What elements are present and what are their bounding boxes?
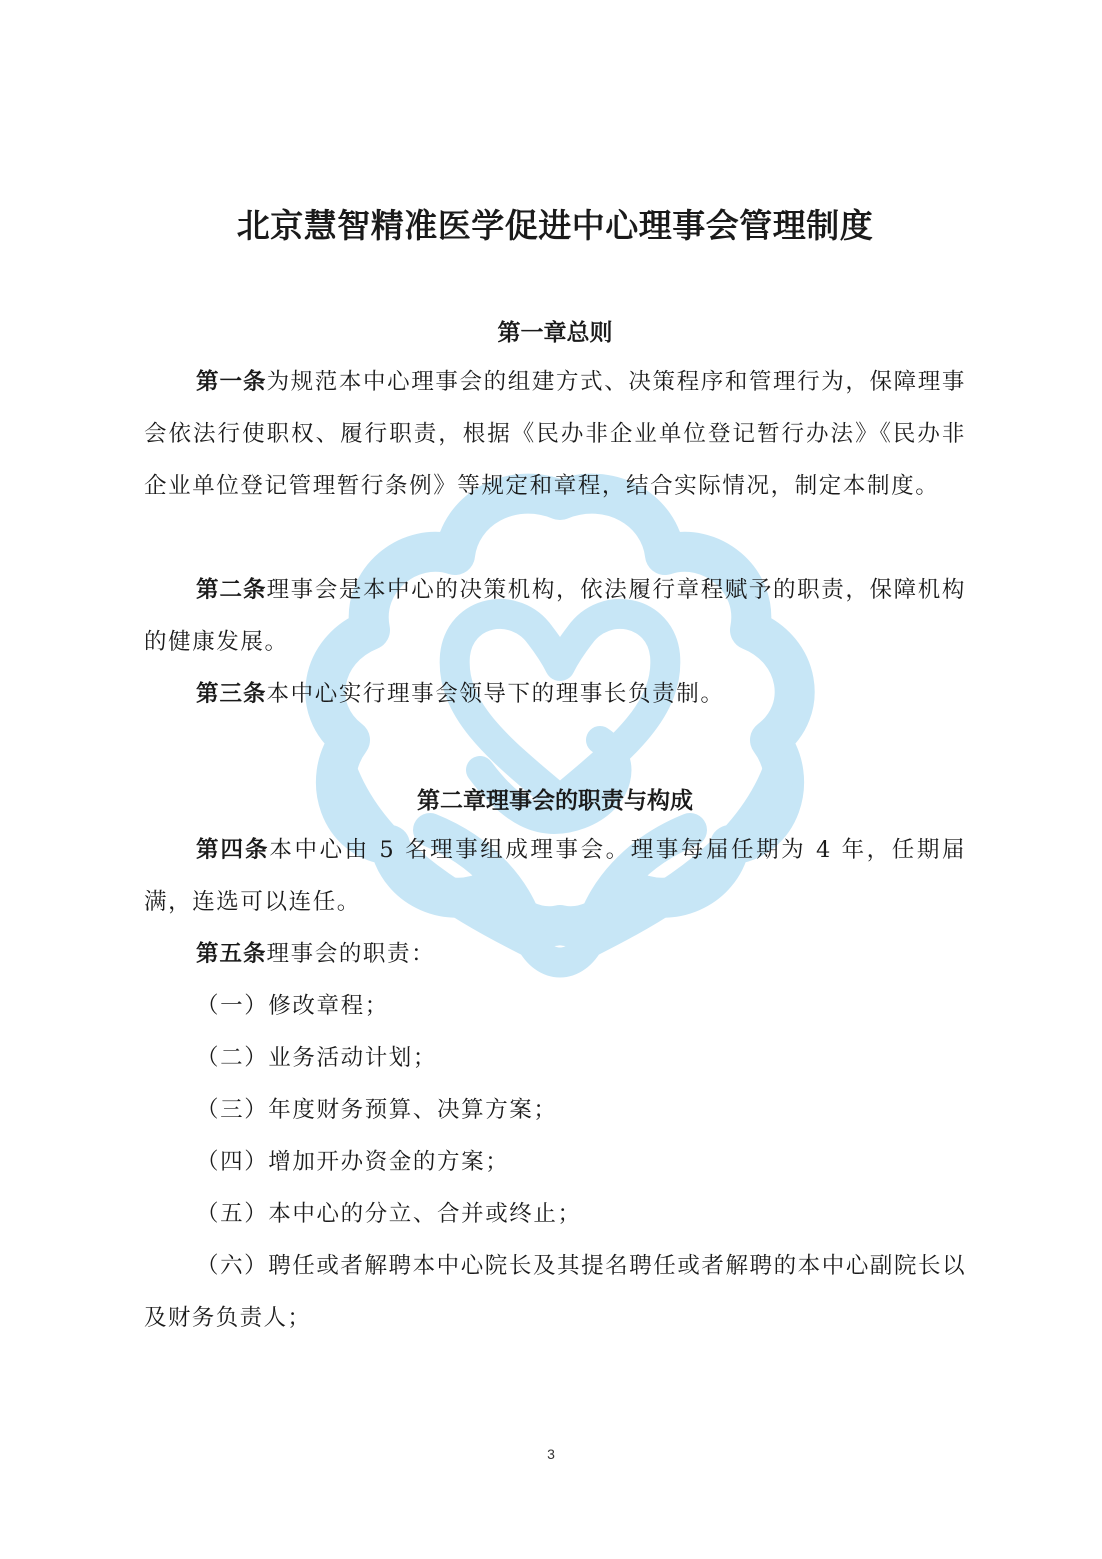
article-4-body: 本中心由 5 名理事组成理事会。理事每届任期为 4 年，任期届满，连选可以连任。	[144, 837, 966, 915]
article-4	[144, 824, 966, 928]
chapter-1-heading: 第一章总则	[497, 320, 613, 346]
article-5	[144, 928, 966, 980]
article-4-head: 第四条	[196, 837, 270, 863]
article-2	[144, 564, 966, 668]
list-item: （二）业务活动计划；	[196, 1045, 438, 1071]
document-title: 北京慧智精准医学促进中心理事会管理制度	[236, 206, 874, 245]
article-3-body: 本中心实行理事会领导下的理事长负责制。	[266, 681, 725, 707]
article-1	[144, 356, 966, 512]
article-3	[144, 668, 966, 720]
article-5-head: 第五条	[196, 941, 267, 967]
list-item: （一）修改章程；	[196, 993, 389, 1019]
chapter-2-heading: 第二章理事会的职责与构成	[417, 788, 693, 814]
list-item: （四）增加开办资金的方案；	[196, 1149, 510, 1175]
article-2-body: 理事会是本中心的决策机构，依法履行章程赋予的职责，保障机构的健康发展。	[144, 577, 966, 655]
article-1-body: 为规范本中心理事会的组建方式、决策程序和管理行为，保障理事会依法行使职权、履行职责，根据《民办非企业单位登记暂行办法》《民办非企业单位登记管理暂行条例》等规定和章程，结合实际情况，制定本制度。	[144, 369, 966, 499]
article-1-head: 第一条	[196, 369, 267, 395]
article-2-head: 第二条	[196, 577, 267, 603]
article-5-body: 理事会的职责：	[266, 941, 436, 967]
list-item: （五）本中心的分立、合并或终止；	[196, 1201, 582, 1227]
article-3-head: 第三条	[196, 681, 267, 707]
page-number: 3	[547, 1446, 555, 1462]
list-item: （六）聘任或者解聘本中心院长及其提名聘任或者解聘的本中心副院长以及财务负责人；	[144, 1253, 966, 1331]
list-item: （三）年度财务预算、决算方案；	[196, 1097, 558, 1123]
